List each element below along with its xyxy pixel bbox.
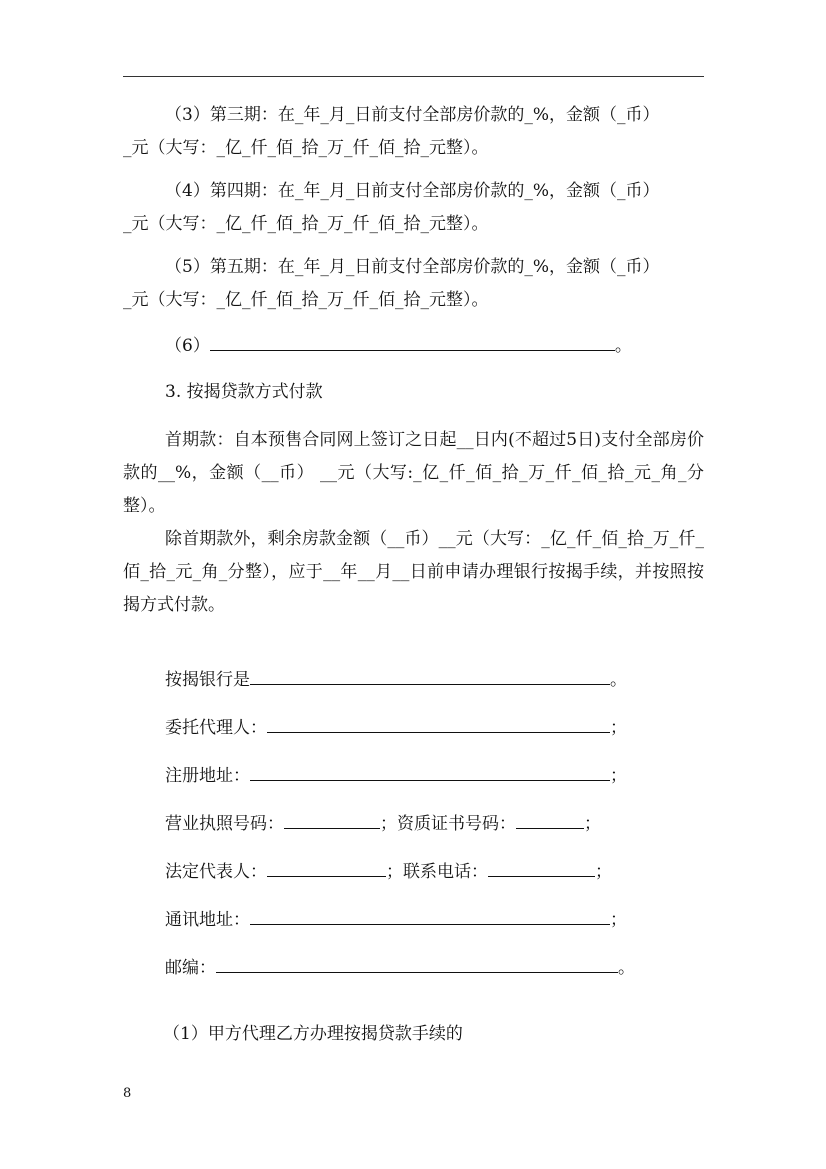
rep-field[interactable]	[267, 858, 386, 877]
agent-end: ；	[610, 718, 627, 738]
agent-field[interactable]	[267, 714, 610, 733]
mail-address-field[interactable]	[250, 906, 610, 925]
mail-address-end: ；	[610, 910, 627, 930]
payment-3-line1: （3）第三期：在_年_月_日前支付全部房价款的_%，金额（_币）	[165, 105, 660, 125]
license-end: ；	[584, 814, 601, 834]
qualification-field[interactable]	[516, 810, 584, 829]
payment-period-3	[123, 99, 704, 165]
bank-field[interactable]	[250, 666, 610, 685]
mail-address-label: 通讯地址：	[165, 910, 250, 930]
address-label: 注册地址：	[165, 766, 250, 786]
bank-label: 按揭银行是	[165, 670, 250, 690]
item-6-field[interactable]	[210, 332, 615, 351]
address-field[interactable]	[250, 762, 610, 781]
rep-label: 法定代表人：	[165, 862, 267, 882]
license-row	[165, 810, 601, 836]
qualification-label: ；资质证书号码：	[380, 814, 516, 834]
page-number: 8	[123, 1086, 132, 1101]
bank-end: 。	[610, 670, 627, 690]
remaining-payment-paragraph: 除首期款外，剩余房款金额（__币）__元（大写：_亿_仟_佰_拾_万_仟_佰_拾_元_角_分整），应于__年__月__日前申请办理银行按揭手续，并按照按揭方式付款。	[123, 529, 704, 615]
item-6	[165, 332, 632, 358]
item-6-end: 。	[614, 336, 632, 356]
payment-5-line1: （5）第五期：在_年_月_日前支付全部房价款的_%，金额（_币）	[165, 257, 660, 277]
payment-period-5	[123, 251, 704, 317]
bank-row	[165, 666, 627, 692]
postcode-field[interactable]	[216, 954, 618, 973]
payment-4-line1: （4）第四期：在_年_月_日前支付全部房价款的_%，金额（_币）	[165, 181, 660, 201]
item-1-text: （1）甲方代理乙方办理按揭贷款手续的	[163, 1024, 463, 1044]
postcode-end: 。	[618, 958, 635, 978]
license-label: 营业执照号码：	[165, 814, 284, 834]
rep-row	[165, 858, 612, 884]
license-field[interactable]	[284, 810, 380, 829]
payment-5-line2: _元（大写：_亿_仟_佰_拾_万_仟_佰_拾_元整）。	[123, 290, 489, 310]
agent-row	[165, 714, 627, 740]
agent-label: 委托代理人：	[165, 718, 267, 738]
item-6-label: （6）	[165, 336, 210, 356]
postcode-row	[165, 954, 635, 980]
payment-period-4	[123, 175, 704, 241]
section-3-heading: 3. 按揭贷款方式付款	[165, 382, 323, 402]
phone-field[interactable]	[488, 858, 595, 877]
postcode-label: 邮编：	[165, 958, 216, 978]
down-payment-paragraph: 首期款：自本预售合同网上签订之日起__日内(不超过5日)支付全部房价款的__%，金额（__币） __元（大写:_亿_仟_佰_拾_万_仟_佰_拾_元_角_分整）。	[123, 430, 704, 516]
payment-3-line2: _元（大写：_亿_仟_佰_拾_万_仟_佰_拾_元整）。	[123, 138, 489, 158]
header-rule	[123, 76, 704, 77]
address-end: ；	[610, 766, 627, 786]
rep-end: ；	[595, 862, 612, 882]
phone-label: ；联系电话：	[386, 862, 488, 882]
mail-address-row	[165, 906, 627, 932]
address-row	[165, 762, 627, 788]
payment-4-line2: _元（大写：_亿_仟_佰_拾_万_仟_佰_拾_元整）。	[123, 214, 489, 234]
